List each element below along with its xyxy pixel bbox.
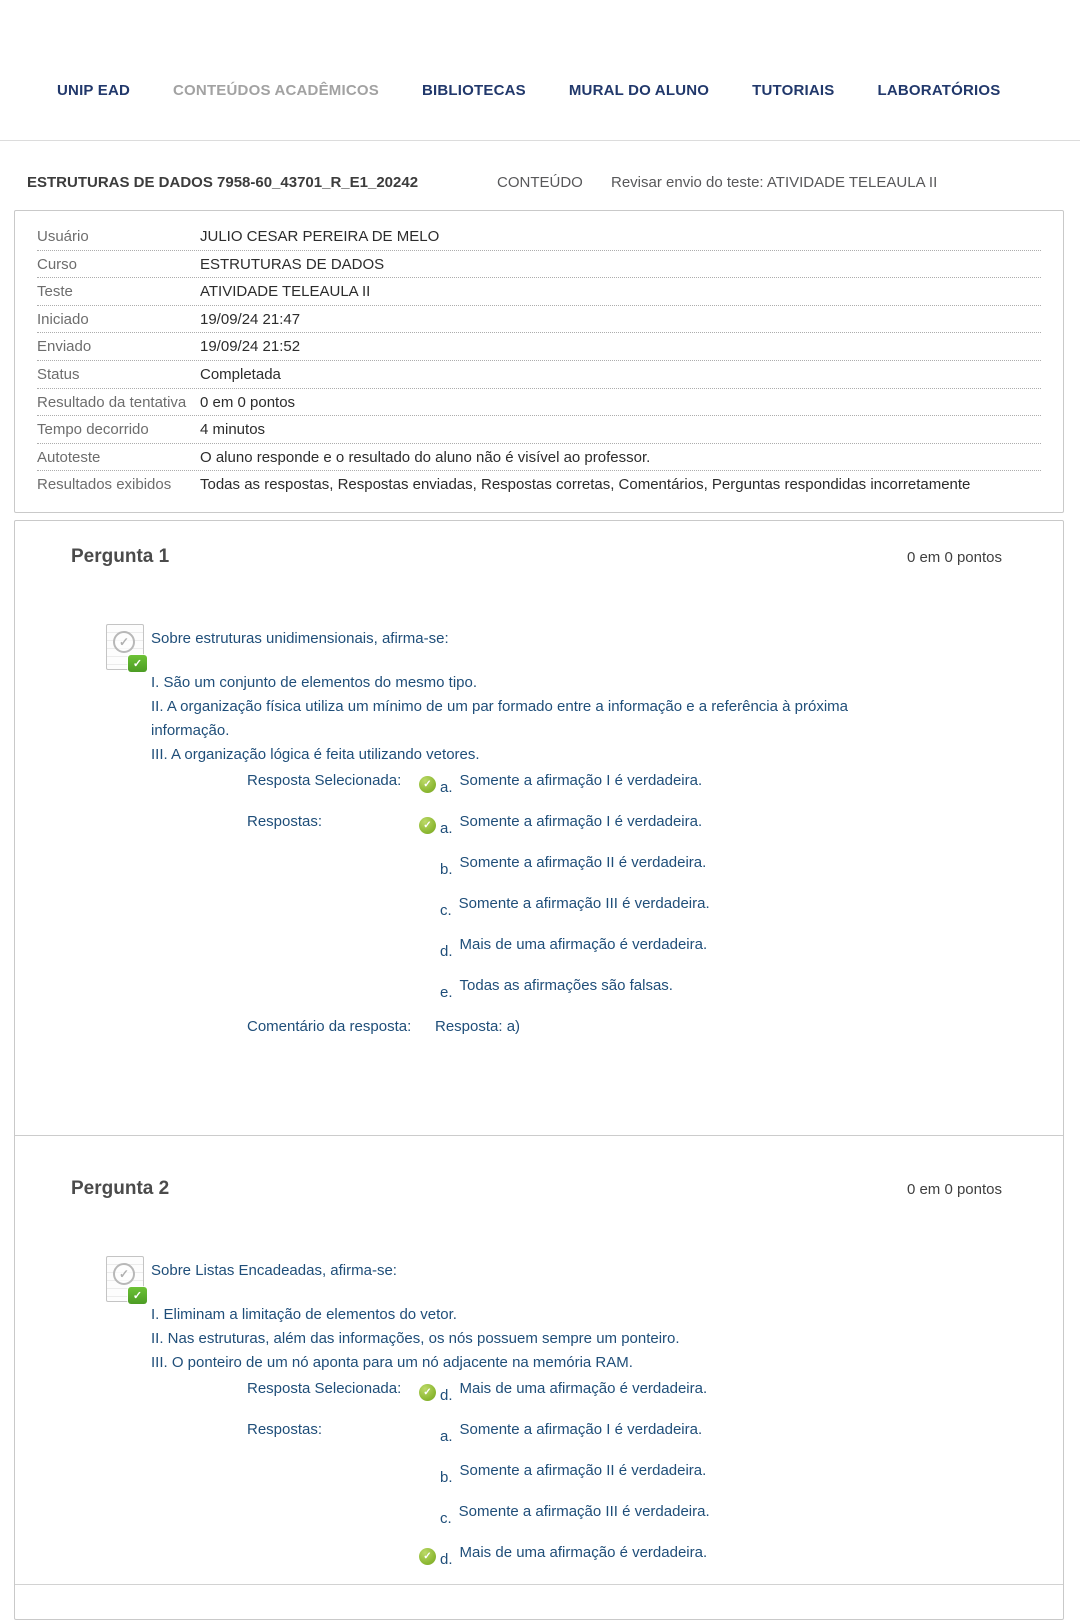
option-text: Mais de uma afirmação é verdadeira. — [459, 1544, 708, 1561]
breadcrumb-conteudo-link[interactable]: CONTEÚDO — [497, 174, 583, 191]
question-2-body — [106, 1256, 1003, 1584]
option-text: Somente a afirmação II é verdadeira. — [459, 854, 707, 871]
answer-option-d — [419, 935, 1003, 960]
check-circle-outline-icon — [113, 1263, 135, 1285]
statement-1: I. São um conjunto de elementos do mesmo tipo. — [151, 674, 478, 691]
correct-check-icon — [419, 1548, 436, 1565]
answer-option-row — [247, 976, 1003, 1017]
comment-value: Resposta: a) — [435, 1018, 521, 1035]
summary-row-enviado — [37, 333, 1041, 361]
summary-label: Autoteste — [37, 448, 101, 466]
summary-row-curso — [37, 251, 1041, 279]
question-prompt-row — [106, 624, 1003, 670]
breadcrumb-course-title: ESTRUTURAS DE DADOS 7958-60_43701_R_E1_20242 — [27, 174, 419, 191]
nav-divider — [0, 140, 1080, 141]
check-circle-outline-icon — [113, 631, 135, 653]
nav-link-conteudos-academicos[interactable]: CONTEÚDOS ACADÊMICOS — [173, 82, 379, 99]
selected-answer — [419, 1379, 1003, 1404]
selected-answer-row — [247, 771, 1003, 812]
summary-row-tempo — [37, 416, 1041, 444]
answers-block — [247, 771, 1003, 1058]
answer-option-row — [247, 812, 1003, 853]
summary-label: Teste — [37, 283, 73, 301]
summary-value: Completada — [200, 365, 281, 383]
summary-row-resultados-exibidos — [37, 471, 1041, 499]
breadcrumb — [27, 174, 1057, 194]
green-check-badge-icon — [128, 655, 147, 672]
statement-1: I. Eliminam a limitação de elementos do vetor. — [151, 1306, 457, 1323]
summary-row-iniciado — [37, 306, 1041, 334]
answer-option-row — [247, 894, 1003, 935]
summary-value: 4 minutos — [200, 421, 266, 439]
question-2-section — [15, 1136, 1063, 1584]
statement-3: III. O ponteiro de um nó aponta para um nó adjacente na memória RAM. — [151, 1354, 633, 1371]
nav-link-tutoriais[interactable]: TUTORIAIS — [752, 82, 835, 99]
summary-value: ESTRUTURAS DE DADOS — [200, 255, 385, 273]
question-prompt: Sobre Listas Encadeadas, afirma-se: — [151, 1262, 397, 1279]
question-title: Pergunta 1 — [71, 546, 170, 567]
answer-option-d — [419, 1543, 1003, 1568]
option-text: Somente a afirmação III é verdadeira. — [458, 1503, 710, 1520]
question-prompt-row — [106, 1256, 1003, 1302]
summary-value: 19/09/24 21:52 — [200, 338, 301, 356]
question-1-header — [15, 521, 1063, 568]
option-letter: e. — [440, 984, 453, 1001]
option-text: Mais de uma afirmação é verdadeira. — [459, 936, 708, 953]
answer-option-row — [247, 853, 1003, 894]
summary-row-autoteste — [37, 444, 1041, 472]
option-text: Todas as afirmações são falsas. — [459, 977, 673, 994]
summary-value: 19/09/24 21:47 — [200, 310, 301, 328]
selected-answer-row — [247, 1379, 1003, 1420]
selected-answer — [419, 771, 1003, 796]
question-statements — [151, 1303, 926, 1375]
question-statements — [151, 671, 926, 767]
option-text: Somente a afirmação II é verdadeira. — [459, 1462, 707, 1479]
green-check-badge-icon — [128, 1287, 147, 1304]
answer-option-a — [419, 812, 1003, 837]
questions-card — [14, 520, 1064, 1620]
answer-option-row — [247, 1420, 1003, 1461]
top-navigation — [57, 82, 1000, 99]
answer-option-b — [419, 853, 1003, 878]
selected-answer-label: Resposta Selecionada: — [247, 772, 402, 789]
option-letter: c. — [440, 902, 452, 919]
statement-3: III. A organização lógica é feita utilizando vetores. — [151, 746, 480, 763]
option-letter: c. — [440, 1510, 452, 1527]
answer-option-c — [419, 894, 1003, 919]
correct-check-icon — [419, 776, 436, 793]
answer-option-row — [247, 1543, 1003, 1584]
summary-value: JULIO CESAR PEREIRA DE MELO — [200, 228, 440, 245]
answer-option-e — [419, 976, 1003, 1001]
comment-label: Comentário da resposta: — [247, 1018, 412, 1035]
question-answered-icon — [106, 1256, 144, 1302]
question-points: 0 em 0 pontos — [906, 549, 1002, 566]
nav-link-mural-do-aluno[interactable]: MURAL DO ALUNO — [568, 82, 710, 99]
option-text: Somente a afirmação III é verdadeira. — [458, 895, 710, 912]
answer-option-c — [419, 1502, 1003, 1527]
statement-2: II. A organização física utiliza um mínimo de um par formado entre a informação e a referência à próxima informação. — [151, 698, 849, 739]
summary-label: Enviado — [37, 338, 92, 356]
option-letter: d. — [440, 1387, 453, 1404]
summary-label: Usuário — [37, 228, 89, 245]
answer-option-row — [247, 1461, 1003, 1502]
question-1-body — [106, 624, 1003, 1058]
selected-answer-label: Resposta Selecionada: — [247, 1380, 402, 1397]
nav-link-bibliotecas[interactable]: BIBLIOTECAS — [421, 82, 526, 99]
question-answered-icon — [106, 624, 144, 670]
option-letter: a. — [440, 1428, 453, 1445]
option-letter: b. — [440, 1469, 453, 1486]
summary-value: ATIVIDADE TELEAULA II — [200, 283, 371, 301]
correct-check-icon — [419, 1384, 436, 1401]
summary-value: Todas as respostas, Respostas enviadas, Respostas corretas, Comentários, Perguntas respondidas incorretamente — [200, 476, 971, 494]
answer-comment-row — [247, 1017, 1003, 1058]
option-text: Mais de uma afirmação é verdadeira. — [459, 1380, 708, 1397]
nav-link-unip-ead[interactable]: UNIP EAD — [57, 82, 131, 99]
summary-row-status — [37, 361, 1041, 389]
correct-check-icon — [419, 817, 436, 834]
option-letter: d. — [440, 943, 453, 960]
option-letter: a. — [440, 820, 453, 837]
answers-block — [247, 1379, 1003, 1584]
summary-value: O aluno responde e o resultado do aluno não é visível ao professor. — [200, 448, 651, 466]
question-prompt: Sobre estruturas unidimensionais, afirma-se: — [151, 630, 449, 647]
summary-row-teste — [37, 278, 1041, 306]
summary-label: Iniciado — [37, 310, 89, 328]
option-letter: a. — [440, 779, 453, 796]
test-summary-card — [14, 210, 1064, 513]
answer-option-row — [247, 935, 1003, 976]
breadcrumb-page-title: Revisar envio do teste: ATIVIDADE TELEAULA II — [611, 174, 938, 191]
option-text: Somente a afirmação I é verdadeira. — [459, 772, 703, 789]
statement-2: II. Nas estruturas, além das informações, os nós possuem sempre um ponteiro. — [151, 1330, 680, 1347]
nav-link-laboratorios[interactable]: LABORATÓRIOS — [877, 82, 1001, 99]
answer-option-a — [419, 1420, 1003, 1445]
summary-row-resultado — [37, 389, 1041, 417]
question-1-section — [15, 521, 1063, 1058]
summary-label: Tempo decorrido — [37, 421, 149, 439]
summary-label: Resultados exibidos — [37, 476, 172, 494]
summary-label: Status — [37, 365, 80, 383]
summary-label: Curso — [37, 255, 78, 273]
question-points: 0 em 0 pontos — [906, 1181, 1002, 1198]
question-2-header — [15, 1136, 1063, 1200]
answer-option-b — [419, 1461, 1003, 1486]
question-title: Pergunta 2 — [71, 1178, 170, 1199]
bottom-divider — [15, 1584, 1063, 1585]
summary-row-usuario — [37, 223, 1041, 251]
option-text: Somente a afirmação I é verdadeira. — [459, 1421, 703, 1438]
answer-option-row — [247, 1502, 1003, 1543]
option-text: Somente a afirmação I é verdadeira. — [459, 813, 703, 830]
summary-label: Resultado da tentativa — [37, 393, 187, 411]
option-letter: b. — [440, 861, 453, 878]
summary-value: 0 em 0 pontos — [200, 393, 296, 411]
answers-label: Respostas: — [247, 1421, 323, 1438]
answers-label: Respostas: — [247, 813, 323, 830]
option-letter: d. — [440, 1551, 453, 1568]
